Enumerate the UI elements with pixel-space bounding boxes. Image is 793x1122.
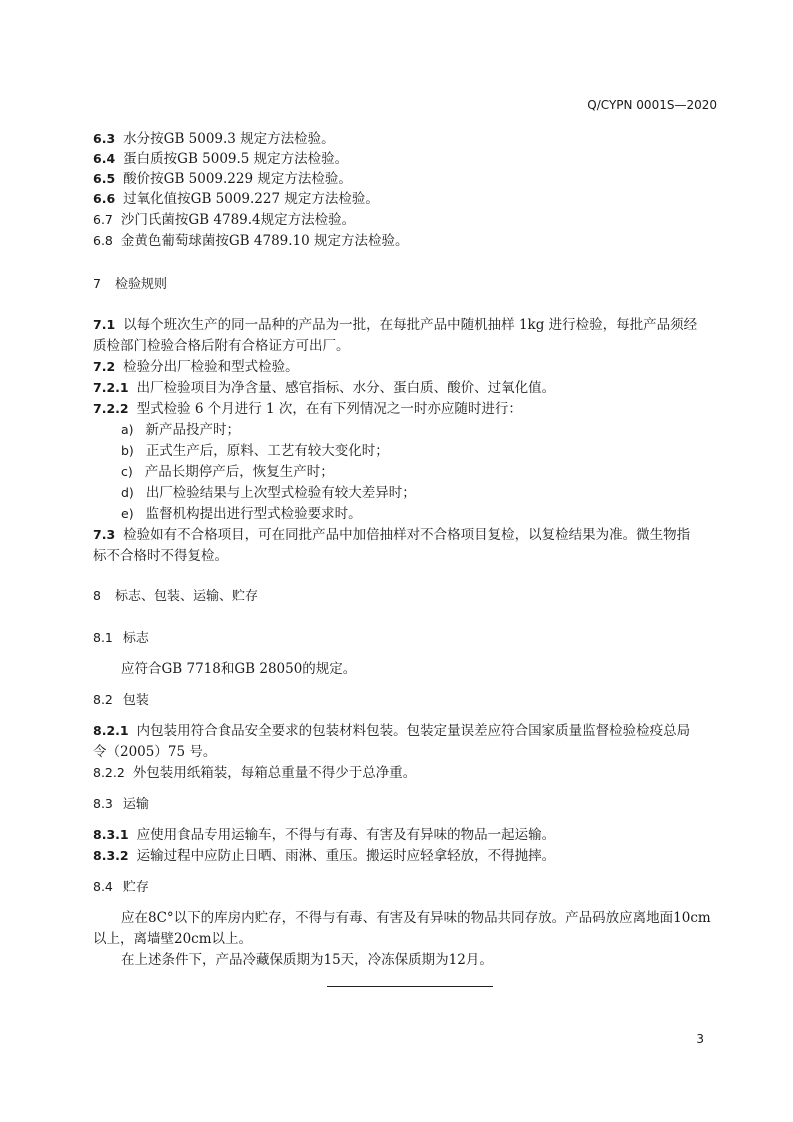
clause-6-5 xyxy=(93,169,352,189)
clause-6-8 xyxy=(93,231,409,251)
clause-text: 出厂检验项目为净含量、感官指标、水分、蛋白质、酸价、过氧化值。 xyxy=(136,380,556,396)
section-number: 7 xyxy=(93,276,101,291)
clause-8-2-1 xyxy=(93,721,690,741)
section-title: 检验规则 xyxy=(114,277,167,292)
clause-text: 检验分出厂检验和型式检验。 xyxy=(123,359,299,375)
clause-text: 应在8C°以下的库房内贮存，不得与有毒、有害及有异味的物品共同存放。产品码放应离地面10cm xyxy=(121,910,711,926)
list-marker: c) xyxy=(121,464,133,479)
clause-text: 以每个班次生产的同一品种的产品为一批，在每批产品中随机抽样 1kg 进行检验，每批产品须经 xyxy=(123,317,698,333)
section-number: 8 xyxy=(93,588,101,603)
clause-number: 8.2.1 xyxy=(93,723,129,738)
section-title: 包装 xyxy=(122,693,149,708)
clause-number: 8.2.2 xyxy=(93,765,125,780)
list-marker: a) xyxy=(121,422,134,437)
clause-text: 外包装用纸箱装，每箱总重量不得少于总净重。 xyxy=(132,765,417,781)
clause-6-6 xyxy=(93,189,379,209)
clause-text: 型式检验 6 个月进行 1 次，在有下列情况之一时亦应随时进行： xyxy=(136,401,522,417)
list-marker: b) xyxy=(121,443,134,458)
clause-number: 8.3.2 xyxy=(93,848,129,863)
list-item-d xyxy=(121,483,416,503)
section-title: 运输 xyxy=(122,797,149,812)
clause-text: 应使用食品专用运输车，不得与有毒、有害及有异味的物品一起运输。 xyxy=(136,827,556,843)
clause-6-4 xyxy=(93,149,348,169)
list-text: 出厂检验结果与上次型式检验有较大差异时； xyxy=(145,485,416,501)
clause-number: 6.3 xyxy=(93,131,116,146)
list-text: 正式生产后，原料、工艺有较大变化时； xyxy=(145,443,389,459)
clause-text: 运输过程中应防止日晒、雨淋、重压。搬运时应轻拿轻放，不得抛摔。 xyxy=(136,848,556,864)
list-text: 产品长期停产后，恢复生产时； xyxy=(144,464,334,480)
clause-text: 以上，离墙壁20cm以上。 xyxy=(93,931,253,947)
clause-number: 7.1 xyxy=(93,317,116,332)
section-number: 8.2 xyxy=(93,692,113,707)
storage-text-3 xyxy=(121,950,493,970)
list-marker: d) xyxy=(121,485,134,500)
clause-number: 6.5 xyxy=(93,171,116,186)
clause-text: 质检部门检验合格后附有合格证方可出厂。 xyxy=(93,338,350,354)
clause-7-3-cont xyxy=(93,546,228,566)
clause-7-2-1 xyxy=(93,378,555,398)
section-title: 标志 xyxy=(122,631,149,646)
clause-7-3 xyxy=(93,525,690,545)
clause-6-7 xyxy=(93,210,355,230)
clause-text: 过氧化值按GB 5009.227 规定方法检验。 xyxy=(123,191,379,207)
list-item-b xyxy=(121,441,389,461)
end-rule xyxy=(327,986,493,987)
clause-number: 6.4 xyxy=(93,151,116,166)
clause-text: 在上述条件下，产品冷藏保质期为15天，冷冻保质期为12月。 xyxy=(121,952,493,968)
page-number: 3 xyxy=(696,1032,704,1046)
section-number: 8.1 xyxy=(93,630,113,645)
clause-number: 7.2.1 xyxy=(93,380,129,395)
clause-text: 标不合格时不得复检。 xyxy=(93,548,228,564)
section-8-heading xyxy=(93,586,258,607)
clause-7-1-cont xyxy=(93,336,350,356)
standard-code: Q/CYPN 0001S—2020 xyxy=(587,98,717,112)
list-item-a xyxy=(121,420,240,440)
clause-number: 8.3.1 xyxy=(93,827,129,842)
section-title: 标志、包装、运输、贮存 xyxy=(114,589,258,604)
list-item-e xyxy=(121,504,362,524)
list-marker: e) xyxy=(121,506,134,521)
section-8-1-heading xyxy=(93,628,149,649)
clause-text: 沙门氏菌按GB 4789.4规定方法检验。 xyxy=(120,212,356,228)
clause-number: 7.2.2 xyxy=(93,401,129,416)
section-8-4-heading xyxy=(93,877,149,898)
storage-text-2 xyxy=(93,929,252,949)
clause-number: 7.3 xyxy=(93,527,116,542)
clause-text: 水分按GB 5009.3 规定方法检验。 xyxy=(123,131,335,147)
clause-8-3-2 xyxy=(93,846,555,866)
section-8-3-heading xyxy=(93,794,149,815)
section-8-2-heading xyxy=(93,690,149,711)
list-item-c xyxy=(121,462,334,482)
section-number: 8.3 xyxy=(93,796,113,811)
clause-number: 7.2 xyxy=(93,359,116,374)
clause-number: 6.7 xyxy=(93,212,113,227)
storage-text-1 xyxy=(121,908,711,928)
clause-7-2-2 xyxy=(93,399,522,419)
clause-8-1-text xyxy=(121,659,356,679)
clause-number: 6.6 xyxy=(93,191,116,206)
clause-6-3 xyxy=(93,129,335,149)
clause-text: 内包装用符合食品安全要求的包装材料包装。包装定量误差应符合国家质量监督检验检疫总局 xyxy=(136,723,691,739)
section-7-heading xyxy=(93,274,167,295)
clause-8-3-1 xyxy=(93,825,555,845)
list-text: 新产品投产时； xyxy=(145,422,241,438)
clause-text: 酸价按GB 5009.229 规定方法检验。 xyxy=(123,171,352,187)
section-number: 8.4 xyxy=(93,879,113,894)
clause-8-2-2 xyxy=(93,763,416,783)
clause-text: 应符合GB 7718和GB 28050的规定。 xyxy=(121,661,357,677)
clause-text: 金黄色葡萄球菌按GB 4789.10 规定方法检验。 xyxy=(120,233,409,249)
clause-number: 6.8 xyxy=(93,233,113,248)
clause-7-2 xyxy=(93,357,299,377)
list-text: 监督机构提出进行型式检验要求时。 xyxy=(145,506,362,522)
clause-7-1 xyxy=(93,315,697,335)
clause-8-2-1-cont xyxy=(93,742,216,762)
clause-text: 蛋白质按GB 5009.5 规定方法检验。 xyxy=(123,151,349,167)
clause-text: 令（2005）75 号。 xyxy=(93,744,217,760)
section-title: 贮存 xyxy=(122,880,149,895)
clause-text: 检验如有不合格项目，可在同批产品中加倍抽样对不合格项目复检，以复检结果为准。微生物指 xyxy=(123,527,691,543)
